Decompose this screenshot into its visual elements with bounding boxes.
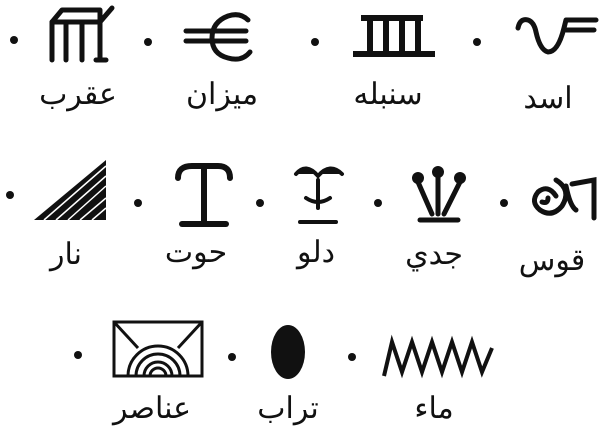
separator-dot bbox=[74, 351, 82, 359]
pisces-glyph-icon bbox=[178, 166, 230, 224]
virgo-glyph-icon bbox=[356, 18, 432, 54]
libra-label: ميزان bbox=[185, 77, 259, 112]
separator-dot bbox=[134, 199, 142, 207]
separator-dot bbox=[256, 199, 264, 207]
separator-dot bbox=[228, 353, 236, 361]
libra-glyph-icon bbox=[186, 15, 250, 59]
aquarius-label: دلو bbox=[297, 235, 335, 270]
scorpio-glyph-icon bbox=[52, 8, 112, 60]
earth-label: تراب bbox=[257, 391, 319, 426]
sagittarius-glyph-icon bbox=[534, 180, 594, 218]
leo-label: اسد bbox=[523, 81, 573, 116]
elements-label: عناصر bbox=[112, 391, 192, 426]
fire-label: نار bbox=[50, 237, 82, 272]
capricorn-glyph-icon bbox=[412, 166, 466, 220]
separator-dot bbox=[144, 38, 152, 46]
capricorn-label: جدي bbox=[405, 237, 463, 272]
sagittarius-label: قوس bbox=[518, 243, 586, 278]
water-zigzag-icon bbox=[384, 342, 492, 376]
separator-dot bbox=[10, 36, 18, 44]
virgo-label: سنبله bbox=[353, 77, 423, 112]
elements-arcs-icon bbox=[114, 322, 202, 376]
separator-dot bbox=[311, 38, 319, 46]
separator-dot bbox=[348, 353, 356, 361]
separator-dot bbox=[6, 191, 14, 199]
separator-dot bbox=[500, 199, 508, 207]
earth-oval-icon bbox=[271, 325, 305, 379]
leo-glyph-icon bbox=[518, 20, 596, 52]
scorpio-label: عقرب bbox=[39, 77, 117, 112]
aquarius-glyph-icon bbox=[296, 168, 342, 222]
separator-dot bbox=[473, 38, 481, 46]
water-label: ماء bbox=[414, 391, 454, 426]
fire-triangle-icon bbox=[34, 160, 106, 220]
pisces-label: حوت bbox=[164, 235, 228, 270]
separator-dot bbox=[374, 199, 382, 207]
